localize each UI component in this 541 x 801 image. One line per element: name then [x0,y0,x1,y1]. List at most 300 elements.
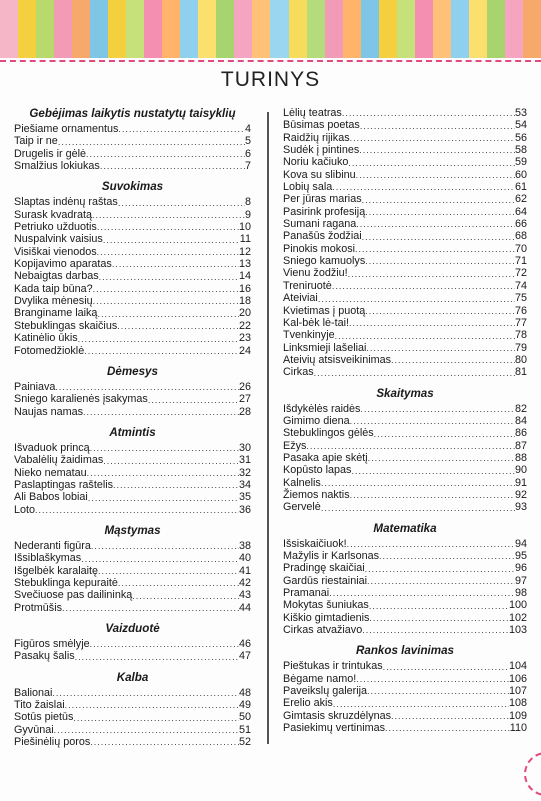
toc-entry [283,230,527,242]
toc-entry-page: 22 [238,319,251,332]
toc-entry [283,107,527,119]
toc-entry [283,218,527,230]
toc-entry-title: Stebuklinga kepuraitė [14,576,118,589]
toc-entry-page: 88 [514,451,527,464]
stripe [307,0,325,58]
dot-leader [332,181,515,193]
toc-entry-title: Vienu žodžiu! [283,267,348,280]
toc-entry-title: Per jūras marias [283,193,362,206]
toc-entry [283,452,527,464]
toc-entry-title: Paslaptingas raštelis [14,478,114,491]
dot-leader [118,577,239,589]
toc-entry-title: Taip ir ne [14,135,58,148]
stripe [469,0,487,58]
toc-entry-page: 107 [508,685,527,698]
toc-entry [283,181,527,193]
toc-entry-title: Pinokis mokosi [283,242,356,255]
section-heading: Skaitymas [376,386,434,400]
dot-leader [350,415,515,427]
toc-entry [283,206,527,218]
dot-leader [365,206,515,218]
toc-entry-page: 12 [238,245,251,258]
toc-entry-title: Kvietimas į puotą [283,304,366,317]
dot-leader [132,590,239,602]
toc-entry [283,538,527,550]
toc-entry-title: Treniruotė [283,279,332,292]
toc-entry-page: 34 [238,478,251,491]
dot-leader [92,209,245,221]
stripe [54,0,72,58]
dot-leader [58,136,245,148]
toc-entry-title: Balionai [14,686,53,699]
dot-leader [367,575,515,587]
toc-entry-title: Sumani ragana [283,218,357,231]
stripe [361,0,379,58]
stripe [270,0,288,58]
stripe [523,0,541,58]
toc-entry-title: Ateivių atsisveikinimas [283,353,392,366]
toc-entry-title: Painiava [14,380,56,393]
dot-leader [148,394,239,406]
stripe [289,0,307,58]
section-heading: Kalba [116,670,149,684]
dot-leader [321,477,515,489]
dot-leader [365,305,515,317]
toc-entry-page: 86 [514,427,527,440]
section-heading: Mąstymas [104,523,161,537]
stripe [487,0,505,58]
toc-entry-page: 27 [238,393,251,406]
toc-entry [283,243,527,255]
dot-leader [81,553,239,565]
dot-leader [99,271,239,283]
toc-entry-title: Figūros smėlyje [14,638,90,650]
toc-entry [14,540,251,552]
toc-entry-title: Gimimo diena [283,414,350,427]
toc-entry-page: 24 [238,344,251,357]
toc-entry-page: 6 [244,147,251,160]
dot-leader [356,673,509,685]
stripe [252,0,270,58]
toc-entry [283,501,527,513]
toc-entry [14,320,251,332]
toc-entry-title: Išvaduok princą [14,441,90,454]
dot-leader [93,283,239,295]
toc-entry [14,393,251,405]
stripe [36,0,54,58]
toc-entry [283,612,527,624]
toc-entry-title: Pasirink profesiją [283,205,366,218]
dot-leader [84,345,239,357]
dot-leader [347,538,515,550]
toc-entry [283,697,527,709]
toc-entry-title: Išsiblaškymas [14,552,82,565]
toc-entry-title: Nuspalvink vaisius [14,233,103,246]
toc-right-column [283,107,527,734]
toc-entry-page: 80 [514,353,527,366]
toc-entry [14,221,251,233]
toc-entry-title: Stebuklingos gėlės [283,427,374,440]
toc-entry-title: Petriuko užduotis [14,221,97,234]
toc-entry-title: Noriu kačiuko [283,156,349,169]
toc-entry [14,565,251,577]
toc-entry-page: 4 [244,123,251,135]
toc-entry [14,381,251,393]
toc-entry [283,280,527,292]
dot-leader [329,587,515,599]
dot-leader [318,293,515,305]
toc-entry [283,329,527,341]
section-heading: Vaizduotė [105,622,160,635]
toc-entry-page: 16 [238,282,251,295]
dot-leader [368,452,515,464]
toc-entry [283,317,527,329]
dot-leader [321,502,515,514]
toc-entry [14,196,251,208]
toc-entry [14,552,251,564]
stripe [162,0,180,58]
section-heading: Dėmesys [107,364,158,378]
toc-entry [283,464,527,476]
stripe [325,0,343,58]
dot-leader [117,320,239,332]
toc-entry [283,673,527,685]
toc-entry [283,267,527,279]
stripe [397,0,415,58]
toc-entry-page: 53 [514,107,527,119]
toc-entry [283,305,527,317]
dot-leader [87,467,239,479]
toc-entry-page: 41 [238,564,251,577]
toc-entry [14,736,251,748]
toc-entry [283,366,527,378]
toc-entry-page: 97 [514,574,527,587]
toc-entry-title: Mažylis ir Karlsonas [283,550,379,562]
toc-entry-title: Gyvūnai [14,723,54,736]
toc-entry-page: 26 [238,380,251,393]
toc-entry-title: Raidžių rijikas [283,131,350,144]
toc-entry [14,307,251,319]
toc-entry-title: Išsiskaičiuok! [283,537,347,550]
toc-entry-page: 90 [514,464,527,477]
dot-leader [360,120,515,132]
dot-leader [362,231,515,243]
toc-entry-page: 51 [238,723,251,736]
dashed-corner-circle [524,752,541,796]
dot-leader [118,197,245,209]
toc-entry-page: 32 [238,466,251,479]
toc-entry-page: 52 [238,736,251,749]
dot-leader [348,157,515,169]
dot-leader [332,280,515,292]
dot-leader [391,710,509,722]
toc-entry [283,489,527,501]
toc-entry-page: 75 [514,292,527,305]
toc-entry-page: 36 [238,503,251,516]
dot-leader [88,492,239,504]
toc-entry [283,575,527,587]
dot-leader [83,406,239,418]
toc-entry [283,477,527,489]
toc-entry-title: Ali Babos lobiai [14,491,88,504]
section-heading: Matematika [373,521,437,535]
toc-entry-title: Pramanai [283,587,330,600]
toc-entry-title: Slaptas indėnų raštas [14,196,118,209]
toc-entry-title: Sniego karalienės įsakymas [14,393,148,406]
dot-leader [91,540,239,552]
toc-entry [283,132,527,144]
toc-entry-title: Paveikslų galerija [283,685,368,698]
toc-entry [283,156,527,168]
toc-entry-page: 106 [508,672,527,685]
toc-entry-page: 20 [238,307,251,320]
toc-entry-title: Naujas namas [14,405,84,418]
stripe [433,0,451,58]
toc-entry-page: 48 [238,686,251,699]
dot-leader [75,651,239,663]
toc-entry-title: Nieko nematau [14,466,87,479]
dot-leader [52,687,239,699]
toc-entry-title: Nebaigtas darbas [14,270,99,283]
toc-entry [14,589,251,601]
toc-entry [283,710,527,722]
toc-entry-page: 100 [508,599,527,612]
toc-entry [283,292,527,304]
toc-entry-page: 76 [514,304,527,317]
toc-entry-title: Pradingę skaičiai [283,562,365,575]
stripe [343,0,361,58]
toc-entry [283,342,527,354]
dot-leader [93,295,239,307]
toc-entry [14,295,251,307]
dot-leader [383,661,509,673]
toc-entry [14,246,251,258]
toc-entry [14,711,251,723]
toc-entry-page: 14 [238,270,251,283]
dot-leader [98,565,239,577]
toc-entry-title: Kova su slibinu [283,168,356,181]
toc-entry-page: 77 [514,316,527,329]
dot-leader [374,428,515,440]
toc-entry-title: Lobių sala [283,181,333,194]
toc-entry-page: 91 [514,476,527,489]
toc-entry-title: Išdykėlės raidės [283,402,361,415]
toc-entry [283,193,527,205]
toc-entry-title: Pasiekimų vertinimas [283,722,386,735]
toc-entry [14,135,251,147]
dot-leader [90,638,239,650]
toc-entry [283,562,527,574]
dot-leader [350,132,515,144]
toc-entry-page: 84 [514,414,527,427]
dot-leader [351,465,515,477]
toc-entry-title: Bėgame namo! [283,672,357,685]
toc-entry-title: Drugelis ir gėlė [14,147,87,160]
toc-entry [14,270,251,282]
dot-leader [359,144,515,156]
dot-leader [306,440,515,452]
toc-entry [14,345,251,357]
toc-entry-title: Stebuklingas skaičius [14,319,118,332]
dot-leader [73,712,239,724]
stripe [144,0,162,58]
dot-leader [366,342,515,354]
toc-entry [283,144,527,156]
toc-entry-title: Vabalėlių žaidimas [14,454,104,467]
column-divider [267,112,269,744]
toc-entry-page: 58 [514,144,527,157]
toc-entry-title: Piešiame ornamentus [14,123,119,135]
dot-leader [355,243,515,255]
toc-entry-page: 44 [238,601,251,614]
toc-entry-title: Pasakų šalis [14,650,75,663]
toc-entry-title: Mokytas šuniukas [283,599,369,612]
toc-entry [283,660,527,672]
stripe [0,0,18,58]
toc-entry-title: Sudėk į pintines [283,144,360,157]
toc-entry-page: 61 [514,181,527,194]
toc-entry [283,440,527,452]
toc-entry-page: 11 [239,233,251,246]
toc-entry [14,442,251,454]
stripe [234,0,252,58]
dot-leader [112,258,239,270]
dot-leader [78,333,239,345]
toc-entry [14,479,251,491]
toc-entry [14,724,251,736]
dot-leader [100,160,245,172]
toc-entry [283,255,527,267]
toc-left-column [14,107,251,748]
toc-entry [14,638,251,650]
toc-entry-title: Protmūšis [14,601,62,614]
dot-leader [360,403,515,415]
stripe [72,0,90,58]
toc-entry-page: 104 [508,660,527,673]
dot-leader [103,234,240,246]
toc-entry-title: Surask kvadratą [14,208,93,221]
toc-entry-title: Dvylika mėnesių [14,295,93,308]
toc-entry-page: 54 [514,119,527,132]
toc-entry [283,354,527,366]
toc-entry-page: 110 [509,722,527,735]
toc-entry-page: 9 [244,208,251,221]
dot-leader [97,246,239,258]
toc-entry-title: Branginame laiką [14,307,98,320]
toc-entry-title: Gimtasis skruzdėlynas [283,709,392,722]
dot-leader [379,550,515,562]
dot-leader [62,602,239,614]
toc-entry-title: Panašūs žodžiai [283,230,362,243]
toc-entry-title: Katinėlio ūkis [14,332,78,345]
toc-entry [283,427,527,439]
toc-entry-title: Tvenkinyje [283,329,335,342]
section-heading: Rankos lavinimas [356,644,454,658]
toc-entry [14,577,251,589]
toc-entry-title: Lėlių teatras [283,107,342,119]
toc-entry [14,148,251,160]
toc-entry-title: Cirkas [283,366,314,379]
toc-entry-title: Gardūs riestainiai [283,574,368,587]
toc-entry-title: Kiškio gimtadienis [283,611,370,624]
toc-entry [14,454,251,466]
toc-entry-page: 64 [514,205,527,218]
toc-entry-title: Ežys [283,439,307,452]
toc-entry [14,209,251,221]
dot-leader [349,317,515,329]
toc-entry-page: 102 [508,611,527,624]
toc-entry [283,169,527,181]
toc-entry-title: Visiškai vienodos [14,245,97,258]
toc-entry-title: Fotomedžioklė [14,344,85,357]
toc-entry [283,722,527,734]
toc-entry-title: Ateiviai [283,292,318,305]
toc-entry [283,624,527,636]
section-heading: Atmintis [109,425,156,439]
stripe [216,0,234,58]
toc-entry-page: 79 [514,341,527,354]
toc-entry-page: 108 [508,697,527,710]
toc-entry-page: 5 [244,135,251,148]
stripe [126,0,144,58]
toc-entry-page: 28 [238,405,251,418]
toc-entry [283,403,527,415]
dot-leader [385,722,510,734]
toc-entry-page: 47 [238,650,251,663]
dot-leader [65,699,239,711]
toc-entry-page: 92 [514,488,527,501]
dot-leader [350,489,515,501]
dot-leader [356,169,515,181]
toc-entry-page: 74 [514,279,527,292]
dot-leader [365,255,515,267]
toc-entry-page: 66 [514,218,527,231]
stripe [415,0,433,58]
dot-leader [118,123,245,135]
toc-entry [283,599,527,611]
toc-entry-page: 96 [514,562,527,575]
toc-entry-page: 82 [514,402,527,415]
toc-entry-page: 93 [514,501,527,514]
stripe [198,0,216,58]
toc-entry-page: 35 [238,491,251,504]
toc-entry-title: Kada taip būna? [14,282,93,295]
toc-entry [14,160,251,172]
toc-entry-title: Žiemos naktis [283,488,350,501]
stripe [379,0,397,58]
page-title: TURINYS [220,68,321,91]
toc-entry-page: 46 [238,638,251,650]
dot-leader [391,354,515,366]
section-heading: Suvokimas [101,180,164,194]
toc-entry-page: 13 [238,258,251,271]
toc-entry-title: Pasaka apie skėtį [283,451,368,464]
toc-entry-title: Kal-bėk lė-tai! [283,316,350,329]
dot-leader [103,455,239,467]
toc-entry-title: Kopijavimo aparatas [14,258,112,271]
dot-leader [333,698,509,710]
toc-entry [14,406,251,418]
toc-entry [283,550,527,562]
toc-entry [14,504,251,516]
toc-entry [283,587,527,599]
toc-entry-title: Sniego kamuolys [283,255,366,268]
toc-entry [14,491,251,503]
dot-leader [90,442,239,454]
stripe [108,0,126,58]
toc-entry-title: Gervelė [283,501,321,514]
dot-leader [365,563,515,575]
